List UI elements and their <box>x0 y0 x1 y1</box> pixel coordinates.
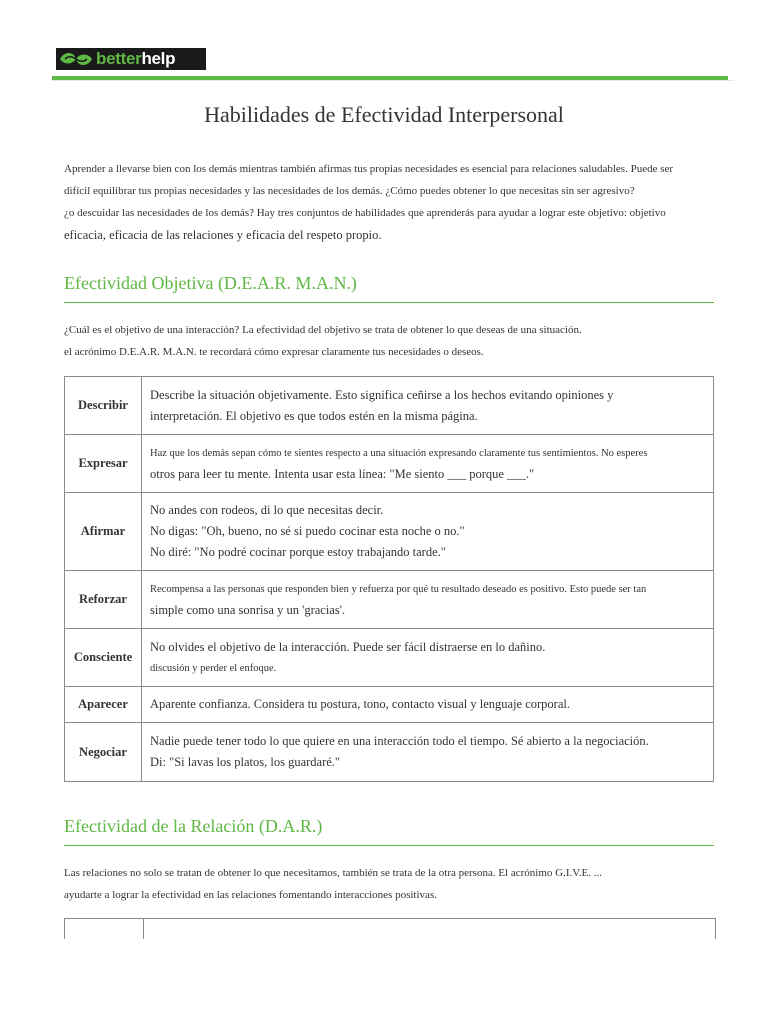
skill-name: Expresar <box>65 435 142 493</box>
skill-name: Consciente <box>65 629 142 687</box>
objective-paragraph <box>64 319 704 363</box>
logo-text-help: help <box>141 49 176 68</box>
description-line: Aparente confianza. Considera tu postura, tono, contacto visual y lenguaje corporal. <box>150 697 570 711</box>
skill-name: Aparecer <box>65 687 142 723</box>
table-row <box>65 629 714 687</box>
intro-line: eficacia, eficacia de las relaciones y eficacia del respeto propio. <box>64 228 382 242</box>
table-row <box>65 687 714 723</box>
intro-line: Aprender a llevarse bien con los demás mientras también afirmas tus propias necesidades es esencial para relaciones saludables. Puede ser <box>64 163 674 175</box>
description-line: No digas: "Oh, bueno, no sé si puedo cocinar esta noche o no." <box>150 524 465 538</box>
intro-paragraph <box>64 158 704 246</box>
table-row <box>65 571 714 629</box>
skill-name: Negociar <box>65 723 142 782</box>
skill-description <box>142 723 714 782</box>
betterhelp-logo[interactable] <box>56 48 206 70</box>
description-line: Nadie puede tener todo lo que quiere en una interacción todo el tiempo. Sé abierto a la negociación. <box>150 734 649 748</box>
section-heading-objective: Efectividad Objetiva (D.E.A.R. M.A.N.) <box>64 273 357 293</box>
dearman-table <box>64 376 714 782</box>
section-heading-relationship: Efectividad de la Relación (D.A.R.) <box>64 816 323 836</box>
section-rule <box>64 302 714 303</box>
description-line: simple como una sonrisa y un 'gracias'. <box>150 602 346 617</box>
paragraph-line: Las relaciones no solo se tratan de obtener lo que necesitamos, también se trata de la otra persona. El acrónimo G.I.V.E. ... <box>64 867 603 879</box>
table-row <box>65 435 714 493</box>
description-line: No andes con rodeos, di lo que necesitas decir. <box>150 503 384 517</box>
description-line: Describe la situación objetivamente. Esto significa ceñirse a los hechos evitando opiniones y <box>150 387 614 402</box>
page-title: Habilidades de Efectividad Interpersonal <box>204 102 564 127</box>
paragraph-line: ayudarte a lograr la efectividad en las relaciones fomentando interacciones positivas. <box>64 889 437 901</box>
logo-text-better: better <box>96 49 142 68</box>
paragraph-line: ¿Cuál es el objetivo de una interacción? La efectividad del objetivo se trata de obtener lo que deseas de una situación. <box>64 324 582 336</box>
description-line: discusión y perder el enfoque. <box>150 662 277 674</box>
description-line: No olvides el objetivo de la interacción. Puede ser fácil distraerse en lo dañino. <box>150 639 546 654</box>
description-line: Di: "Si lavas los platos, los guardaré." <box>150 755 341 769</box>
skill-name: Afirmar <box>65 493 142 571</box>
relationship-paragraph <box>64 862 704 906</box>
skill-description <box>142 629 714 687</box>
skill-name: Reforzar <box>65 571 142 629</box>
intro-line: ¿o descuidar las necesidades de los demás? Hay tres conjuntos de habilidades que aprenderás para ayudar a lograr este objetivo: objetivo <box>64 207 666 219</box>
skill-description <box>142 377 714 435</box>
table-row <box>65 723 714 782</box>
table-column-divider <box>143 919 144 939</box>
description-line: interpretación. El objetivo es que todos estén en la misma página. <box>150 408 478 423</box>
description-line: No diré: "No podré cocinar porque estoy trabajando tarde." <box>150 545 446 559</box>
section-rule <box>64 845 714 846</box>
description-line: otros para leer tu mente. Intenta usar esta línea: "Me siento ___ porque ___." <box>150 466 535 481</box>
description-line: Recompensa a las personas que responden bien y refuerza por qué tu resultado deseado es positivo. Esto puede ser tan <box>150 583 647 595</box>
paragraph-line: el acrónimo D.E.A.R. M.A.N. te recordará cómo expresar claramente tus necesidades o deseos. <box>64 346 484 358</box>
header-divider <box>52 80 734 81</box>
skill-description <box>142 493 714 571</box>
skill-description <box>142 435 714 493</box>
give-table <box>64 918 716 939</box>
skill-name: Describir <box>65 377 142 435</box>
description-line: Haz que los demás sepan cómo te sientes respecto a una situación expresando claramente tus sentimientos. No esperes <box>150 447 648 459</box>
leaf-icon <box>56 48 96 70</box>
intro-line: difícil equilibrar tus propias necesidades y las necesidades de los demás. ¿Cómo puedes obtener lo que necesitas sin ser agresivo? <box>64 185 635 197</box>
skill-description <box>142 571 714 629</box>
table-row <box>65 493 714 571</box>
skill-description <box>142 687 714 723</box>
table-row <box>65 377 714 435</box>
